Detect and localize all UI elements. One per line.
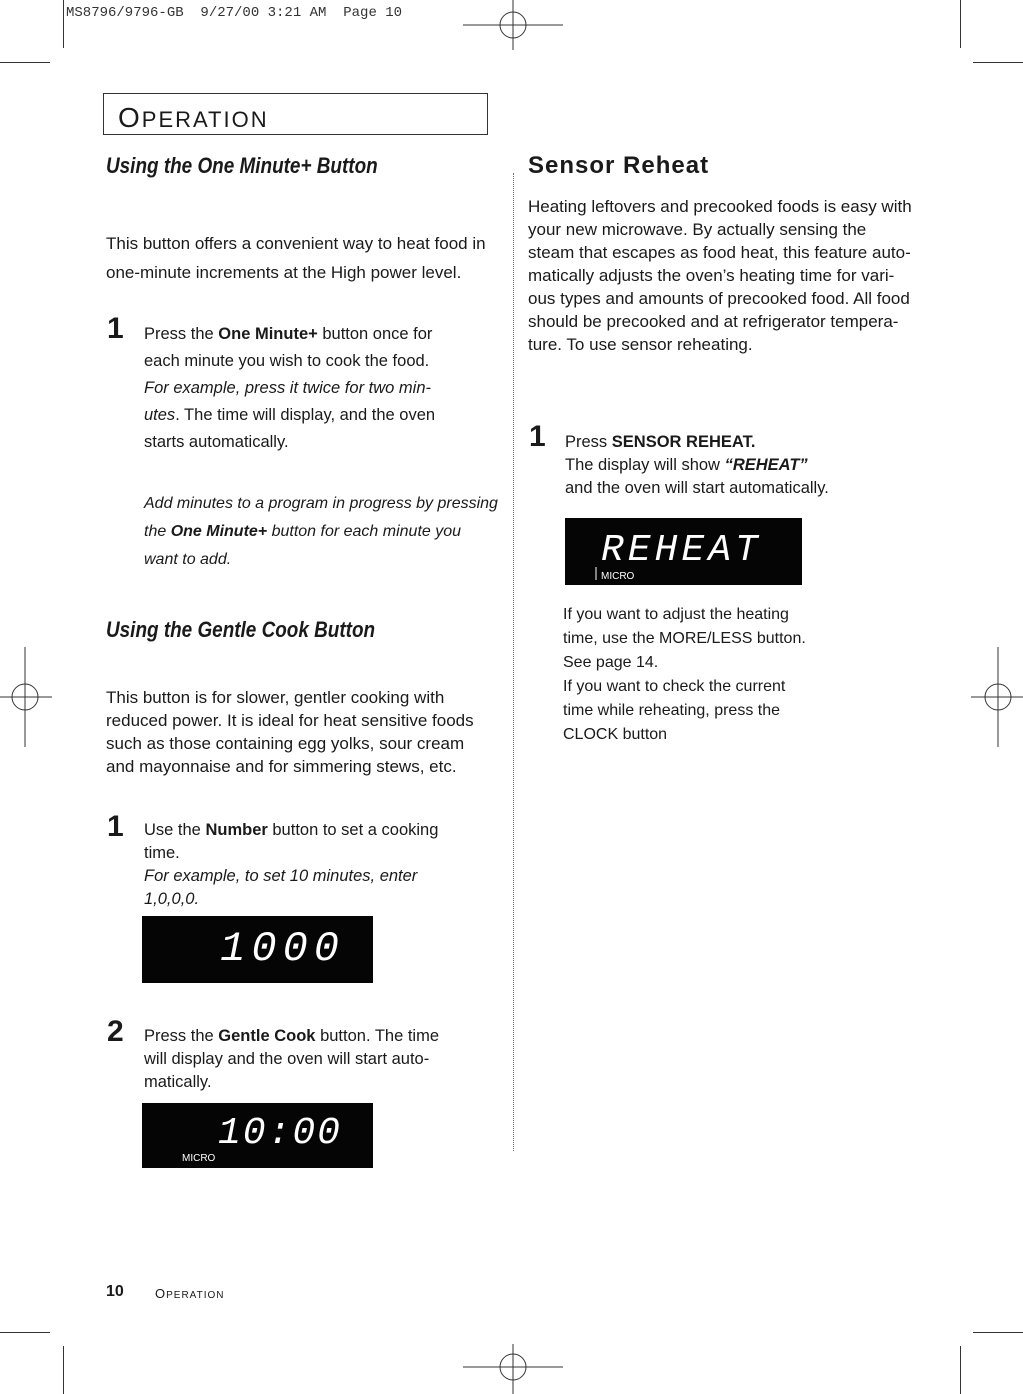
crop-mark [973, 62, 1023, 63]
lcd-digits: 10:00 [217, 1112, 342, 1155]
crop-mark [960, 0, 961, 48]
crop-mark [63, 1346, 64, 1394]
step-number: 1 [529, 420, 546, 453]
crop-mark [960, 1346, 961, 1394]
crop-mark [0, 1332, 50, 1333]
crop-mark [973, 1332, 1023, 1333]
step-number: 1 [107, 312, 124, 345]
step-number: 2 [107, 1015, 124, 1048]
registration-mark-icon [971, 647, 1023, 747]
gentle-cook-intro: This button is for slower, gentler cooking with reduced power. It is ideal for heat sensitive foods such as those containing egg yolks, sour cream and mayonnaise and for simmering stews, etc. [106, 688, 474, 776]
one-minute-step-1: Press the One Minute+ button once for each minute you wish to cook the food. For example, press it twice for two min- utes. The time will display, and the oven starts automatically. [144, 325, 436, 451]
step-number: 1 [107, 810, 124, 843]
one-minute-title: Using the One Minute+ Button [106, 153, 378, 178]
gentle-cook-title: Using the Gentle Cook Button [106, 617, 376, 642]
page-number: 10 [106, 1283, 124, 1300]
registration-mark-icon [463, 0, 563, 50]
gentle-cook-step-2: Press the Gentle Cook button. The time will display and the oven will start auto- matically. [144, 1027, 440, 1091]
one-minute-note: Add minutes to a program in progress by pressing the One Minute+ button for each minute you want to add. [144, 495, 498, 568]
crop-mark [0, 62, 50, 63]
lcd-display-reheat [565, 518, 802, 585]
sensor-reheat-title: Sensor Reheat [528, 152, 710, 179]
print-slug: MS8796/9796-GB 9/27/00 3:21 AM Page 10 [66, 5, 403, 21]
one-minute-intro: This button offers a convenient way to heat food in one-minute increments at the High power level. [106, 234, 486, 282]
lcd-micro-label: MICRO [182, 1153, 216, 1164]
footer-section-label: OPERATION [155, 1286, 225, 1301]
registration-mark-icon [463, 1344, 563, 1394]
gentle-cook-step-1: Use the Number button to set a cooking time. For example, to set 10 minutes, enter 1,0,0,0. [144, 821, 439, 908]
section-header [103, 93, 488, 135]
lcd-reheat-text: REHEAT [601, 529, 762, 572]
registration-mark-icon [0, 647, 52, 747]
sensor-reheat-tips: If you want to adjust the heating time, use the MORE/LESS button. See page 14. If you want to check the current time while reheating, press the CLOCK button [563, 606, 806, 743]
lcd-display-1000 [142, 916, 373, 983]
lcd-digits: 1000 [220, 925, 345, 973]
sensor-reheat-step-1: Press SENSOR REHEAT. The display will show “REHEAT” and the oven will start automatically. [565, 433, 829, 497]
section-header-label: OPERATION [118, 102, 269, 133]
lcd-micro-label: MICRO [601, 571, 635, 582]
column-divider [513, 173, 514, 1151]
lcd-display-10-00 [142, 1103, 373, 1168]
crop-mark [63, 0, 64, 48]
sensor-reheat-intro: Heating leftovers and precooked foods is easy with your new microwave. By actually sensing the steam that escapes as food heat, this feature auto- matically adjusts the oven’s heating time for vari- ous types and amounts of precooked food. All food should be precooked and at refrigerator tempera- ture. To use sensor reheating. [528, 197, 912, 354]
